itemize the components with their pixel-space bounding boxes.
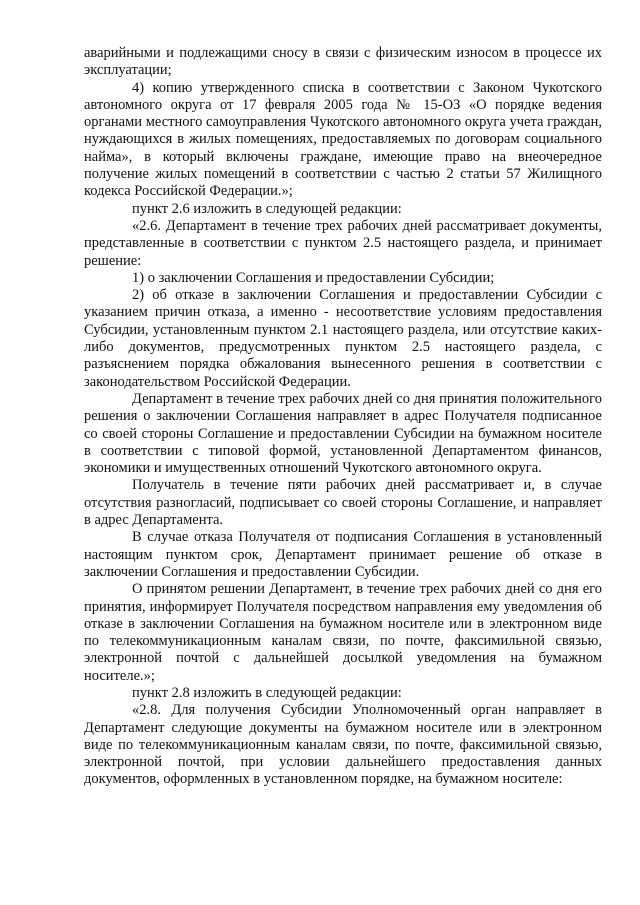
paragraph: Департамент в течение трех рабочих дней со дня принятия положительного решения о заключении Соглашения направляет в адрес Получателя подписанное со своей стороны Соглашение и предоставлении Субсидии на бумажном носителе в соответствии с типовой формой, установленной Департаментом финансов, экономики и имущественных отношений Чукотского автономного округа. bbox=[84, 390, 602, 477]
paragraph: пункт 2.6 изложить в следующей редакции: bbox=[132, 200, 402, 217]
paragraph: пункт 2.8 изложить в следующей редакции: bbox=[132, 684, 402, 701]
paragraph: 2) об отказе в заключении Соглашения и предоставлении Субсидии с указанием причин отказа, а именно - несоответствие условиям предоставления Субсидии, установленным пунктом 2.1 настоящего раздела, или отсутствие каких-либо документов, предусмотренных пунктом 2.5 настоящего раздела, с разъяснением порядка обжалования вынесенного решения в соответствии с законодательством Российской Федерации. bbox=[84, 287, 602, 390]
paragraph: Получатель в течение пяти рабочих дней рассматривает и, в случае отсутствия разногласий, подписывает со своей стороны Соглашение, и направляет в адрес Департамента. bbox=[84, 477, 602, 529]
paragraph: О принятом решении Департамент, в течение трех рабочих дней со дня его принятия, информирует Получателя посредством направления ему уведомления об отказе в заключении Соглашения на бумажном носителе или в электронном виде по телекоммуникационным каналам связи, по почте, факсимильной связью, электронной почтой с дальнейшей досылкой уведомления на бумажном носителе.»; bbox=[84, 581, 602, 684]
paragraph: 1) о заключении Соглашения и предоставлении Субсидии; bbox=[132, 269, 495, 286]
paragraph: В случае отказа Получателя от подписания Соглашения в установленный настоящим пунктом срок, Департамент принимает решение об отказе в заключении Соглашения и предоставлении Субсидии. bbox=[84, 529, 602, 580]
paragraph: «2.6. Департамент в течение трех рабочих дней рассматривает документы, представленные в соответствии с пунктом 2.5 настоящего раздела, и принимает решение: bbox=[84, 217, 602, 269]
paragraph: «2.8. Для получения Субсидии Уполномоченный орган направляет в Департамент следующие документы на бумажном носителе или в электронном виде по телекоммуникационным каналам связи, по почте, факсимильной связью, электронной почтой, при условии дальнейшего предоставления данных документов, оформленных в установленном порядке, на бумажном носителе: bbox=[84, 702, 602, 788]
paragraph: 4) копию утвержденного списка в соответствии с Законом Чукотского автономного округа от 17 февраля 2005 года № 15-ОЗ «О порядке ведения органами местного самоуправления Чукотского автономного округа учета граждан, нуждающихся в жилых помещениях, предоставляемых по договорам социального найма», в который включены граждане, имеющие право на внеочередное получение жилых помещений в соответствии с частью 2 статьи 57 Жилищного кодекса Российской Федерации.»; bbox=[84, 79, 602, 200]
paragraph: аварийными и подлежащими сносу в связи с физическим износом в процессе их эксплуатации; bbox=[84, 45, 602, 79]
